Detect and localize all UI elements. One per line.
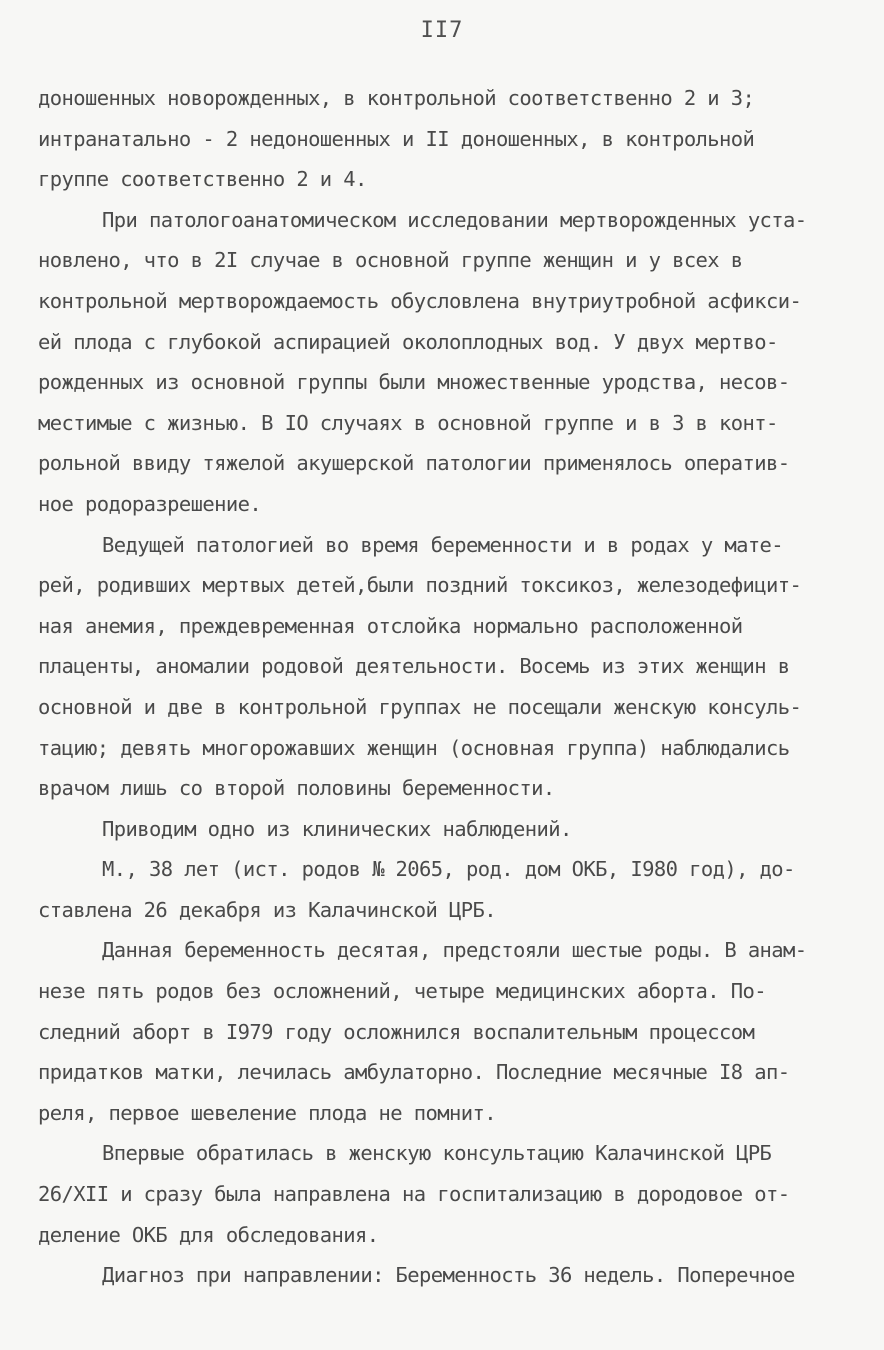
text-line: новлено, что в 2I случае в основной группе женщин и у всех в <box>38 248 743 273</box>
text-line: врачом лишь со второй половины беременности. <box>38 776 555 801</box>
text-line: незе пять родов без осложнений, четыре медицинских аборта. По- <box>38 979 767 1004</box>
text-line: реля, первое шевеление плода не помнит. <box>38 1100 496 1125</box>
text-line: контрольной мертворождаемость обусловлена внутриутробной асфикси- <box>38 288 802 313</box>
paragraph-start-line: Диагноз при направлении: Беременность 36 недель. Поперечное <box>102 1263 795 1288</box>
text-line: ставлена 26 декабря из Калачинской ЦРБ. <box>38 897 496 922</box>
text-line: рольной ввиду тяжелой акушерской патологии применялось оператив- <box>38 451 790 476</box>
text-line: рожденных из основной группы были множественные уродства, несов- <box>38 370 790 395</box>
paragraph-start-line: Данная беременность десятая, предстояли шестые роды. В анам- <box>102 938 807 963</box>
text-line: ная анемия, преждевременная отслойка нормально расположенной <box>38 613 743 638</box>
text-line: ное родоразрешение. <box>38 491 262 516</box>
paragraph-start-line: Приводим одно из клинических наблюдений. <box>102 816 572 841</box>
text-line: плаценты, аномалии родовой деятельности. Восемь из этих женщин в <box>38 654 790 679</box>
text-line: рей, родивших мертвых детей,были поздний токсикоз, железодефицит- <box>38 573 802 598</box>
text-line: местимые с жизнью. В IО случаях в основной группе и в 3 в конт- <box>38 410 778 435</box>
paragraph-start-line: М., 38 лет (ист. родов № 2065, род. дом ОКБ, I980 год), до- <box>102 857 795 882</box>
text-line: доношенных новорожденных, в контрольной соответственно 2 и 3; <box>38 86 755 110</box>
text-line: деление ОКБ для обследования. <box>38 1222 379 1247</box>
paragraph-start-line: Ведущей патологией во время беременности и в родах у мате- <box>102 532 784 557</box>
text-line: основной и две в контрольной группах не посещали женскую консуль- <box>38 694 802 719</box>
text-line: интранатально - 2 недоношенных и II доношенных, в контрольной <box>38 126 755 151</box>
text-line: группе соответственно 2 и 4. <box>38 167 367 192</box>
text-line: 26/XII и сразу была направлена на госпитализацию в дородовое от- <box>38 1182 790 1207</box>
paragraph-start-line: Впервые обратилась в женскую консультацию Калачинской ЦРБ <box>102 1141 772 1166</box>
text-line: ей плода с глубокой аспирацией околоплодных вод. У двух мертво- <box>38 329 778 354</box>
text-line: придатков матки, лечилась амбулаторно. Последние месячные I8 ап- <box>38 1060 790 1085</box>
text-line: следний аборт в I979 году осложнился воспалительным процессом <box>38 1019 755 1044</box>
page-number: II7 <box>420 18 464 43</box>
text-line: тацию; девять многорожавших женщин (основная группа) наблюдались <box>38 735 790 760</box>
paragraph-start-line: При патологоанатомическом исследовании мертворожденных уста- <box>102 207 807 232</box>
body-text <box>38 78 858 1296</box>
